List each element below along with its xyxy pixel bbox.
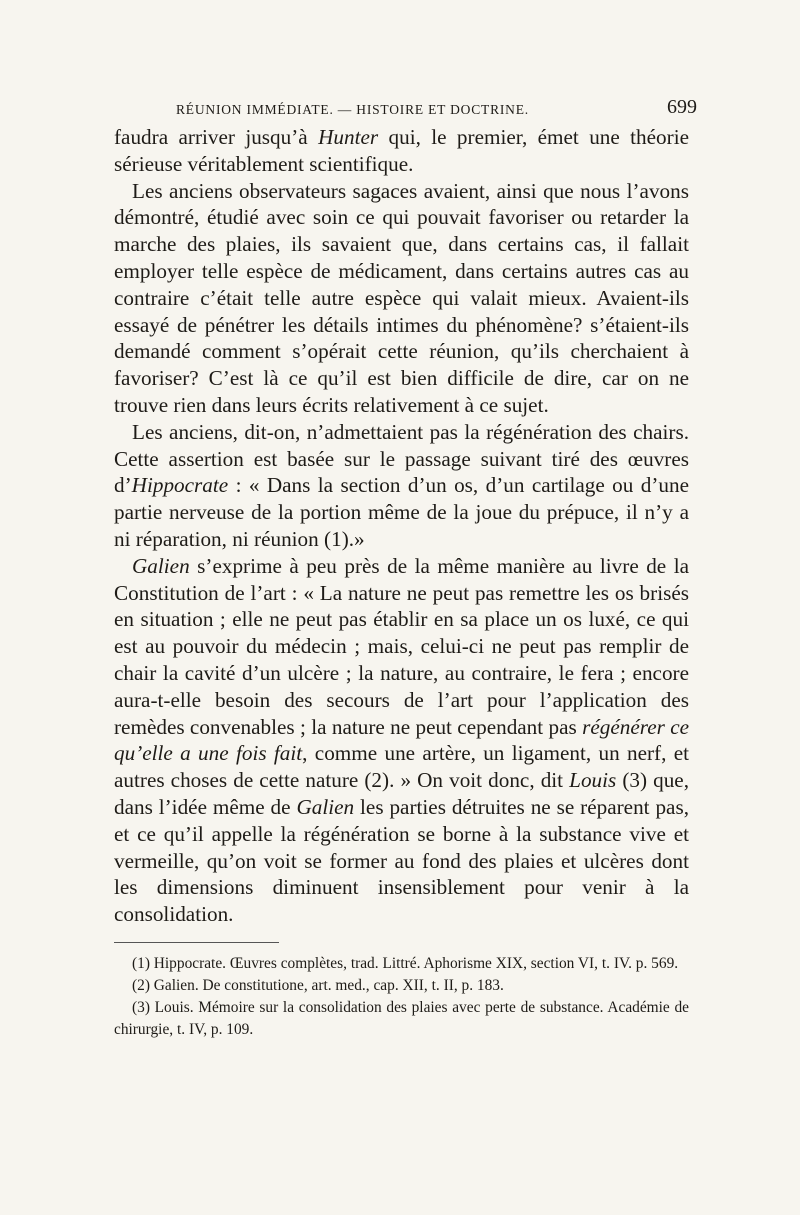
text-run: , comme une artère, un ligament, un nerf, et autres choses de cette nature (2). » On voit donc, dit	[114, 741, 689, 793]
paragraph	[114, 419, 689, 553]
footnotes	[114, 953, 689, 1041]
body-text	[114, 124, 689, 928]
text-run: les parties détruites ne se réparent pas, et ce qu’il appelle la régénération se borne à la substance vive et vermeille, qu’on voit se former au fond des plaies et ulcères dont les dimensions diminuent insensiblement pour venir à la consolidation.	[114, 794, 689, 927]
footnote: (2) Galien. De constitutione, art. med., cap. XII, t. II, p. 183.	[132, 976, 504, 994]
italic-text: Hunter	[318, 125, 379, 149]
paragraph	[114, 178, 689, 419]
text-run: Les anciens, dit-on, n’admettaient pas la régénération des chairs. Cette assertion est basée sur le passage suivant tiré des œuvres d’	[114, 419, 689, 498]
italic-text: Louis	[569, 768, 617, 793]
footnote-rule	[114, 942, 279, 943]
book-page	[114, 96, 697, 1041]
text-run: Les anciens observateurs sagaces avaient, ainsi que nous l’avons démontré, étudié avec soin ce qui pouvait favoriser ou retarder la marche des plaies, ils savaient que, dans certains cas, il fallait employer telle espèce de médicament, dans certains autres cas au contraire c’était telle autre espèce qui valait mieux. Avaient-ils essayé de pénétrer les détails intimes du phénomène? s’étaient-ils demandé comment s’opérait cette réunion, qu’ils cherchaient à favoriser? C’est là ce qu’il est bien difficile de dire, car on ne trouve rien dans leurs écrits relativement à ce sujet.	[114, 178, 689, 417]
italic-text: régénérer ce qu’elle a une fois fait	[114, 714, 690, 766]
text-run: s’exprime à peu près de la même manière au livre de la Constitution de l’art : « La nature ne peut pas remettre les os brisés en situation ; elle ne peut pas établir en sa place un os luxé, ce qui est au pouvoir du médecin ; mais, celui-ci ne peut pas remplir de chair la cavité d’un ulcère ; la nature, au contraire, le fera ; encore aura-t-elle besoin des secours de l’art pour l’application des remèdes convenables ; la nature ne peut cependant pas	[114, 553, 689, 739]
paragraph	[114, 124, 689, 178]
footnote: (3) Louis. Mémoire sur la consolidation des plaies avec perte de substance. Académie de chirurgie, t. IV, p. 109.	[114, 998, 689, 1038]
running-title: RÉUNION IMMÉDIATE. — HISTOIRE ET DOCTRINE.	[176, 102, 529, 117]
running-head	[114, 96, 697, 122]
italic-text: Galien	[132, 553, 190, 578]
paragraph	[114, 553, 689, 928]
italic-text: Hippocrate	[131, 473, 229, 498]
italic-text: Galien	[296, 794, 355, 819]
text-run: qui, le premier, émet une théorie sérieuse véritablement scientifique.	[114, 125, 689, 176]
text-run: : « Dans la section d’un os, d’un cartilage ou d’une partie nerveuse de la portion même de la joue du prépuce, il n’y a ni réparation, ni réunion (1).»	[114, 473, 689, 551]
text-run: faudra arriver jusqu’à	[114, 125, 319, 149]
page-number: 699	[667, 96, 697, 118]
footnote: (1) Hippocrate. Œuvres complètes, trad. Littré. Aphorisme XIX, section VI, t. IV. p. 569.	[132, 954, 679, 972]
text-run: (3) que, dans l’idée même de	[114, 768, 690, 819]
